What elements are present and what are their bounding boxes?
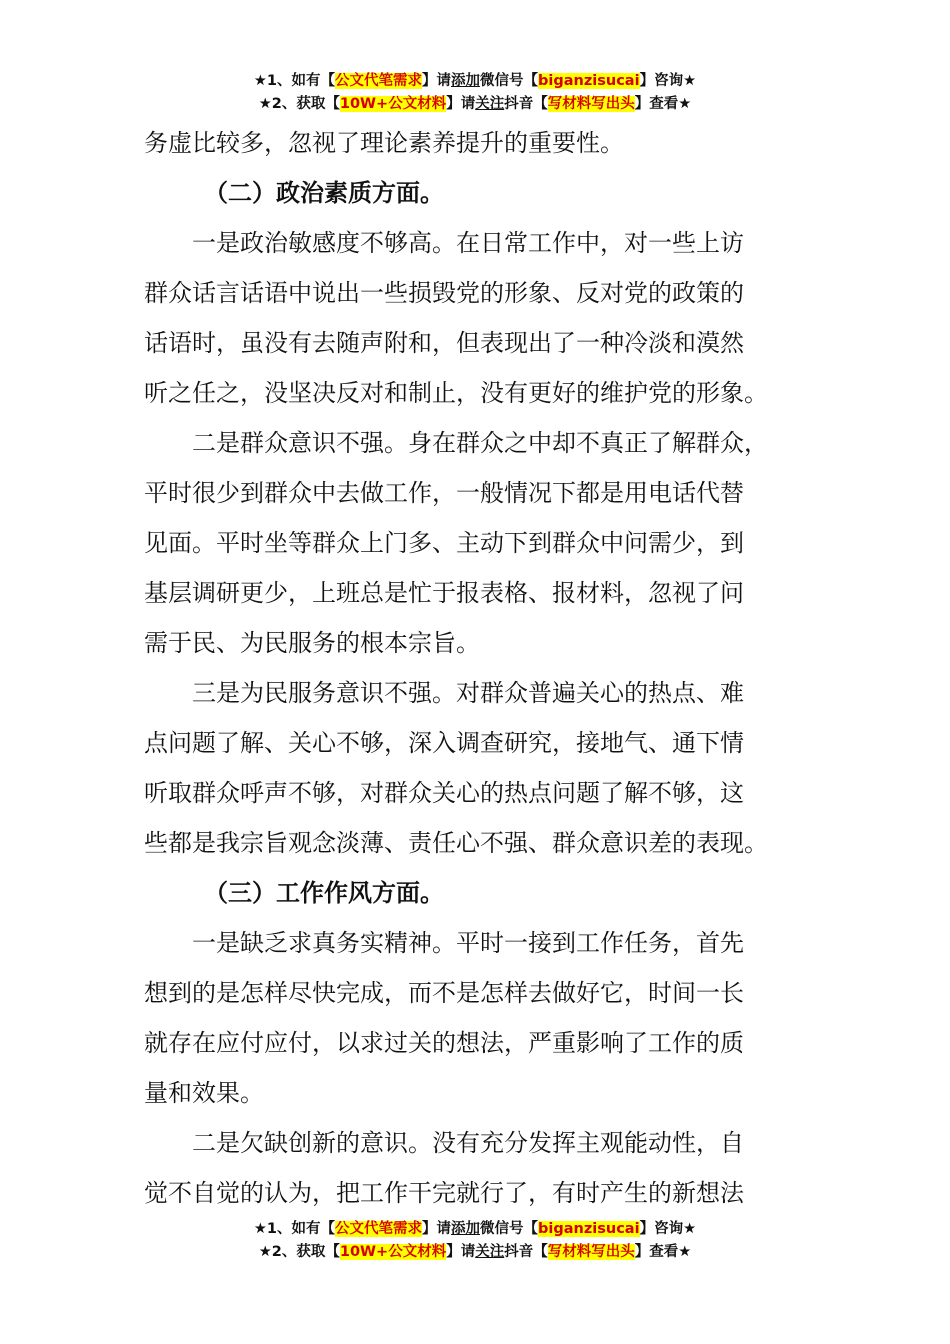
banner-text: ★1、如有【 (253, 73, 336, 89)
banner-highlight: 公文代笔需求 (335, 1221, 423, 1237)
banner-highlight: 公文代笔需求 (335, 73, 423, 89)
banner-text: 】请 (422, 1221, 452, 1237)
banner-highlight: 10W+公文材料 (339, 96, 447, 112)
body-line: 平时很少到群众中去做工作，一般情况下都是用电话代替 (144, 479, 744, 507)
banner-text: 】咨询★ (639, 73, 697, 89)
banner-line-2 (0, 1241, 950, 1264)
body-line: 二是欠缺创新的意识。没有充分发挥主观能动性，自 (192, 1129, 744, 1157)
banner-text: 微信号【 (480, 1221, 539, 1237)
body-line: 量和效果。 (144, 1079, 264, 1107)
banner-underline: 添加 (451, 1221, 481, 1237)
body-line: 群众话言话语中说出一些损毁党的形象、反对党的政策的 (144, 279, 744, 307)
banner-text: 】请 (446, 1244, 476, 1260)
body-line: 些都是我宗旨观念淡薄、责任心不强、群众意识差的表现。 (144, 829, 768, 857)
banner-text: 】请 (422, 73, 452, 89)
body-line: 三是为民服务意识不强。对群众普遍关心的热点、难 (192, 679, 744, 707)
body-line: 觉不自觉的认为，把工作干完就行了，有时产生的新想法 (144, 1179, 744, 1207)
banner-highlight: 写材料写出头 (547, 1244, 635, 1260)
body-line: 想到的是怎样尽快完成，而不是怎样去做好它，时间一长 (144, 979, 744, 1007)
body-line: 话语时，虽没有去随声附和，但表现出了一种冷淡和漠然 (144, 329, 744, 357)
body-line: 听取群众呼声不够，对群众关心的热点问题了解不够，这 (144, 779, 744, 807)
section-heading: （三）工作作风方面。 (204, 879, 444, 907)
banner-text: 】查看★ (634, 1244, 692, 1260)
banner-highlight: 10W+公文材料 (339, 1244, 447, 1260)
body-line: 务虚比较多，忽视了理论素养提升的重要性。 (144, 129, 624, 157)
body-line: 一是缺乏求真务实精神。平时一接到工作任务，首先 (192, 929, 744, 957)
section-heading: （二）政治素质方面。 (204, 179, 444, 207)
body-line: 一是政治敏感度不够高。在日常工作中，对一些上访 (192, 229, 744, 257)
banner-underline: 关注 (475, 96, 505, 112)
body-line: 见面。平时坐等群众上门多、主动下到群众中问需少，到 (144, 529, 744, 557)
banner-text: 】请 (446, 96, 476, 112)
body-line: 基层调研更少，上班总是忙于报表格、报材料，忽视了问 (144, 579, 744, 607)
banner-underline: 添加 (451, 73, 481, 89)
body-line: 听之任之，没坚决反对和制止，没有更好的维护党的形象。 (144, 379, 768, 407)
banner-highlight: biganzisucai (538, 1221, 640, 1237)
banner-highlight: 写材料写出头 (547, 96, 635, 112)
banner-text: ★2、获取【 (258, 1244, 340, 1260)
banner-line-1 (0, 1218, 950, 1241)
banner-text: ★1、如有【 (253, 1221, 336, 1237)
body-line: 点问题了解、关心不够，深入调查研究，接地气、通下情 (144, 729, 744, 757)
banner-text: 】咨询★ (639, 1221, 697, 1237)
banner-text: 抖音【 (504, 96, 548, 112)
banner-text: 】查看★ (634, 96, 692, 112)
banner-text: 微信号【 (480, 73, 539, 89)
banner-text: ★2、获取【 (258, 96, 340, 112)
footer-banner (0, 1218, 950, 1264)
banner-text: 抖音【 (504, 1244, 548, 1260)
body-line: 就存在应付应付，以求过关的想法，严重影响了工作的质 (144, 1029, 744, 1057)
body-line: 需于民、为民服务的根本宗旨。 (144, 629, 480, 657)
banner-highlight: biganzisucai (538, 73, 640, 89)
body-line: 二是群众意识不强。身在群众之中却不真正了解群众， (192, 429, 768, 457)
banner-underline: 关注 (475, 1244, 505, 1260)
